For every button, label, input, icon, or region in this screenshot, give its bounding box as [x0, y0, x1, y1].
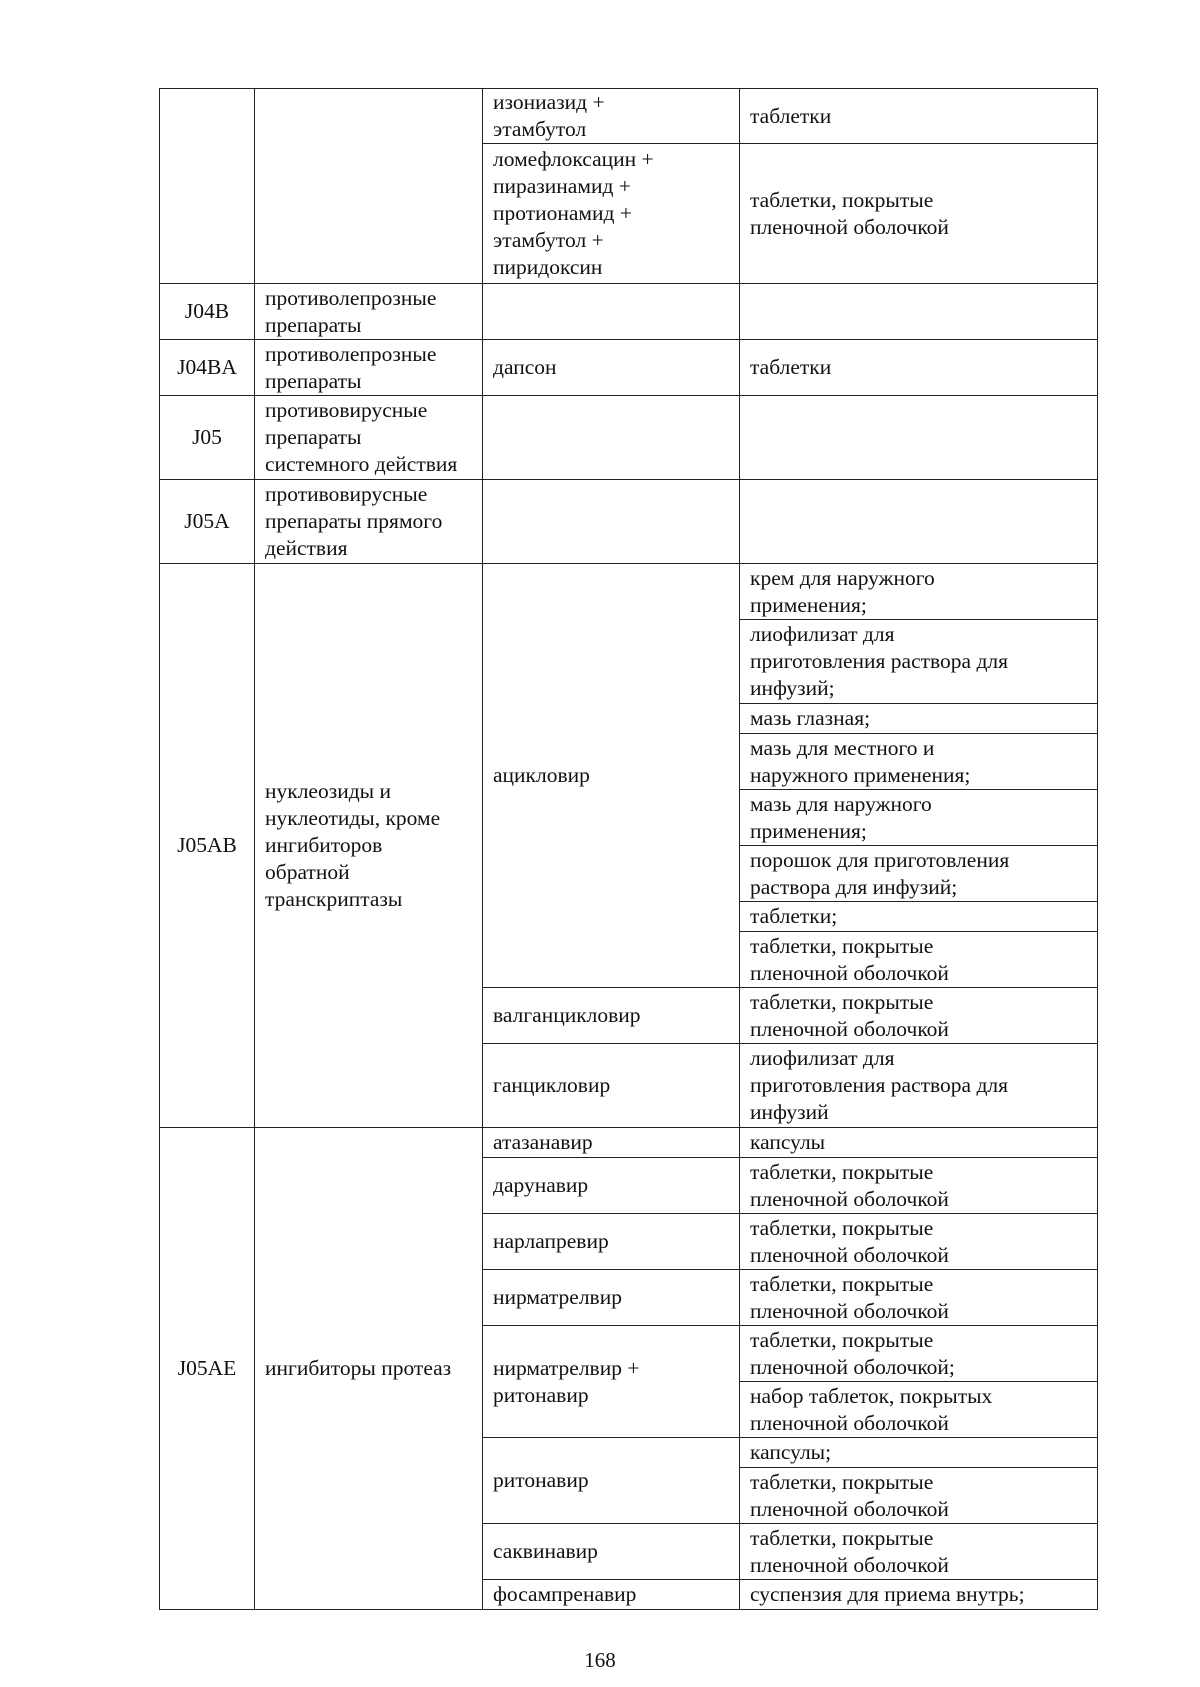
- group-name-line: ингибиторы протеаз: [265, 1356, 452, 1380]
- form-cell: [740, 144, 1098, 284]
- dosage-form-line: капсулы: [750, 1130, 826, 1154]
- atc-code: J05: [160, 396, 255, 480]
- dosage-form-line: лиофилизат для: [750, 622, 895, 646]
- dosage-form-line: пленочной оболочкой: [750, 1552, 949, 1577]
- group-cell: [255, 284, 483, 340]
- atc-code: J04BA: [160, 340, 255, 396]
- dosage-form-line: таблетки;: [750, 904, 838, 928]
- group-name-line: противолепрозные: [265, 341, 437, 366]
- group-name-line: противовирусные: [265, 398, 428, 422]
- form-cell: [740, 1128, 1098, 1158]
- form-cell: [740, 1326, 1098, 1382]
- drug-name-line: ломефлоксацин +: [493, 147, 654, 171]
- dosage-form-line: пленочной оболочкой: [750, 214, 949, 239]
- drug-cell: нарлапревир: [483, 1214, 740, 1270]
- drug-cell: ацикловир: [483, 564, 740, 988]
- dosage-form-line: суспензия для приема внутрь;: [750, 1582, 1025, 1606]
- form-cell: [740, 846, 1098, 902]
- form-cell: [740, 932, 1098, 988]
- dosage-form-line: приготовления раствора для: [750, 1073, 1008, 1097]
- dosage-form-line: мазь глазная;: [750, 706, 871, 730]
- group-cell: [255, 396, 483, 480]
- drug-cell: дапсон: [483, 340, 740, 396]
- drug-name-line: изониазид +: [493, 90, 605, 114]
- dosage-form-line: набор таблеток, покрытых: [750, 1383, 993, 1408]
- table-row: [160, 89, 1098, 144]
- dosage-form-line: мазь для местного и: [750, 735, 935, 760]
- page-number: 168: [584, 1648, 616, 1672]
- group-name-line: препараты: [265, 312, 362, 337]
- dosage-form-line: раствора для инфузий;: [750, 874, 958, 899]
- table-row: [160, 340, 1098, 396]
- dosage-form-line: инфузий;: [750, 676, 835, 700]
- group-cell: [255, 480, 483, 564]
- dosage-form-line: крем для наружного: [750, 565, 935, 590]
- drug-cell: [483, 284, 740, 340]
- group-name-line: противовирусные: [265, 482, 428, 506]
- form-cell: [740, 1438, 1098, 1468]
- atc-code: J05AB: [160, 564, 255, 1128]
- drug-name-line: нирматрелвир +: [493, 1355, 640, 1380]
- dosage-form-line: таблетки, покрытые: [750, 1215, 934, 1240]
- drug-cell: ганцикловир: [483, 1044, 740, 1128]
- atc-code: J05A: [160, 480, 255, 564]
- form-cell: [740, 1214, 1098, 1270]
- dosage-form-line: таблетки, покрытые: [750, 1159, 934, 1184]
- dosage-form-line: пленочной оболочкой;: [750, 1354, 955, 1379]
- group-name-line: препараты: [265, 425, 362, 449]
- dosage-form-line: приготовления раствора для: [750, 649, 1008, 673]
- drug-cell: нирматрелвир: [483, 1270, 740, 1326]
- dosage-form-line: пленочной оболочкой: [750, 1242, 949, 1267]
- group-name-line: нуклеотиды, кроме: [265, 806, 441, 830]
- dosage-form-line: таблетки, покрытые: [750, 1469, 934, 1494]
- form-cell: [740, 284, 1098, 340]
- dosage-form-line: пленочной оболочкой: [750, 960, 949, 985]
- group-name-line: ингибиторов: [265, 833, 383, 857]
- drug-cell: [483, 1326, 740, 1438]
- dosage-form-line: пленочной оболочкой: [750, 1496, 949, 1521]
- dosage-form-line: применения;: [750, 592, 867, 617]
- form-cell: [740, 734, 1098, 790]
- table-row: [160, 480, 1098, 564]
- group-name-line: нуклеозиды и: [265, 779, 391, 803]
- dosage-form-line: применения;: [750, 818, 867, 843]
- form-cell: [740, 1270, 1098, 1326]
- dosage-form-line: таблетки, покрытые: [750, 1271, 934, 1296]
- form-cell: [740, 704, 1098, 734]
- drug-name-line: этамбутол: [493, 117, 587, 141]
- form-cell: [740, 620, 1098, 704]
- group-name-line: действия: [265, 536, 348, 560]
- form-cell: [740, 1580, 1098, 1610]
- dosage-form-line: пленочной оболочкой: [750, 1410, 949, 1435]
- dosage-form-line: пленочной оболочкой: [750, 1186, 949, 1211]
- group-cell: [255, 89, 483, 284]
- form-cell: [740, 89, 1098, 144]
- group-name-line: транскриптазы: [265, 887, 403, 911]
- form-cell: [740, 564, 1098, 620]
- form-cell: [740, 988, 1098, 1044]
- form-cell: таблетки: [740, 340, 1098, 396]
- drug-name-line: протионамид +: [493, 201, 632, 225]
- dosage-form-line: капсулы;: [750, 1440, 832, 1464]
- table-row: [160, 1128, 1098, 1158]
- dosage-form-line: таблетки, покрытые: [750, 1525, 934, 1550]
- group-name-line: препараты прямого: [265, 509, 443, 533]
- group-cell: [255, 340, 483, 396]
- dosage-form-line: таблетки, покрытые: [750, 187, 934, 212]
- dosage-form-line: таблетки, покрытые: [750, 933, 934, 958]
- form-cell: [740, 480, 1098, 564]
- drug-cell: атазанавир: [483, 1128, 740, 1158]
- drug-cell: валганцикловир: [483, 988, 740, 1044]
- group-name-line: обратной: [265, 860, 350, 884]
- dosage-form-line: порошок для приготовления: [750, 847, 1010, 872]
- atc-code: J05AE: [160, 1128, 255, 1610]
- drug-cell: саквинавир: [483, 1524, 740, 1580]
- group-name-line: противолепрозные: [265, 285, 437, 310]
- dosage-form-line: лиофилизат для: [750, 1046, 895, 1070]
- dosage-form-line: наружного применения;: [750, 762, 971, 787]
- form-cell: [740, 902, 1098, 932]
- dosage-form-line: мазь для наружного: [750, 791, 932, 816]
- table-row: [160, 396, 1098, 480]
- drug-classification-table: [159, 88, 1098, 1610]
- group-name-line: препараты: [265, 368, 362, 393]
- dosage-form-line: пленочной оболочкой: [750, 1298, 949, 1323]
- group-name-line: системного действия: [265, 452, 458, 476]
- dosage-form-line: пленочной оболочкой: [750, 1016, 949, 1041]
- drug-name-line: ритонавир: [493, 1382, 589, 1407]
- drug-name-line: пиразинамид +: [493, 174, 631, 198]
- dosage-form-line: инфузий: [750, 1100, 829, 1124]
- drug-cell: [483, 144, 740, 284]
- table-row: [160, 284, 1098, 340]
- dosage-form-line: таблетки: [750, 103, 832, 128]
- form-cell: [740, 1158, 1098, 1214]
- form-cell: [740, 1044, 1098, 1128]
- drug-name-line: пиридоксин: [493, 255, 603, 279]
- drug-name-line: этамбутол +: [493, 228, 604, 252]
- drug-cell: [483, 396, 740, 480]
- group-cell: [255, 1128, 483, 1610]
- group-cell: [255, 564, 483, 1128]
- table-row: [160, 564, 1098, 620]
- dosage-form-line: таблетки, покрытые: [750, 1327, 934, 1352]
- form-cell: [740, 1382, 1098, 1438]
- form-cell: [740, 396, 1098, 480]
- drug-cell: [483, 89, 740, 144]
- drug-cell: фосампренавир: [483, 1580, 740, 1610]
- dosage-form-line: таблетки, покрытые: [750, 989, 934, 1014]
- atc-code: J04B: [160, 284, 255, 340]
- form-cell: [740, 790, 1098, 846]
- form-cell: [740, 1524, 1098, 1580]
- drug-cell: ритонавир: [483, 1438, 740, 1524]
- drug-cell: [483, 480, 740, 564]
- drug-cell: дарунавир: [483, 1158, 740, 1214]
- code-cell: [160, 89, 255, 284]
- form-cell: [740, 1468, 1098, 1524]
